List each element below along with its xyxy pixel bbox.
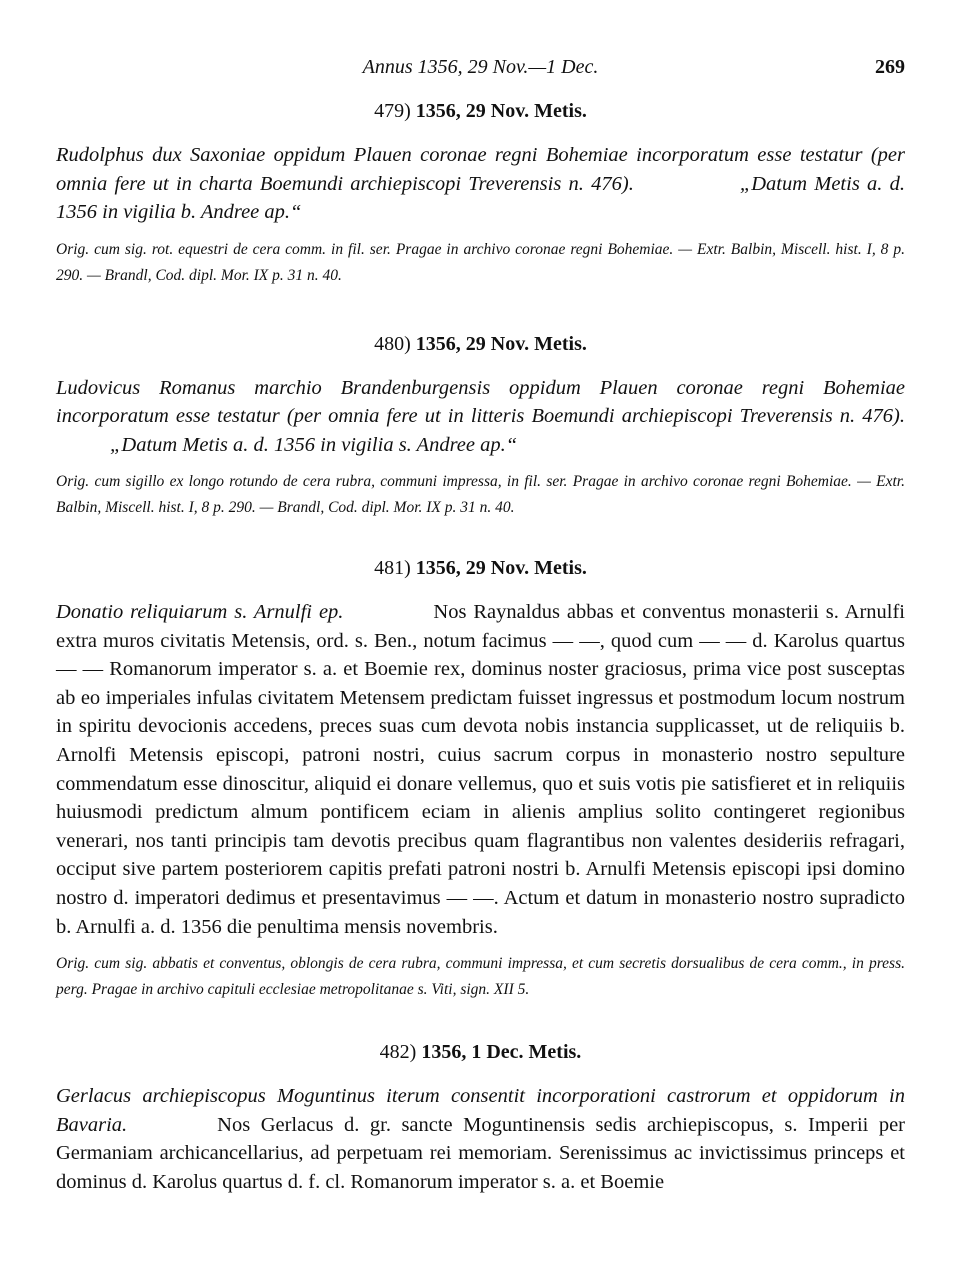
entry-number: 480) xyxy=(374,332,411,355)
entry-place: Metis. xyxy=(534,100,587,122)
running-title: Annus 1356, 29 Nov.—1 Dec. xyxy=(362,56,599,78)
entry-heading xyxy=(56,333,905,356)
regest xyxy=(56,374,905,460)
document-page xyxy=(56,50,905,1197)
datum-clause: „Datum Metis a. d. 1356 in vigilia s. Andree ap.“ xyxy=(110,433,518,456)
entry-place: Metis. xyxy=(528,1041,582,1064)
apparatus-note: Orig. cum sig. rot. equestri de cera comm. in fil. ser. Pragae in archivo coronae regni Bohemiae. — Extr. Balbin, Miscell. hist. I, 8 p. 290. — Brandl, Cod. dipl. Mor. IX p. 31 n. 40. xyxy=(56,240,905,284)
page-number: 269 xyxy=(875,56,905,78)
entry-heading xyxy=(56,100,905,123)
entry-heading xyxy=(56,1041,905,1064)
charter-text xyxy=(56,1082,905,1196)
regest-text: Rudolphus dux Saxoniae oppidum Plauen coronae regni Bohemiae incorporatum esse testatur (per omnia fere ut in charta Boemundi archiepiscopi Treverensis n. 476). xyxy=(56,144,905,195)
entry-481 xyxy=(56,557,905,1003)
entry-482 xyxy=(56,1041,905,1196)
incipit: Gerlacus archiepiscopus Moguntinus iterum consentit incorporationi castrorum et oppidorum in Bavaria. xyxy=(56,1085,905,1136)
charter-body: Nos Raynaldus abbas et conventus monasterii s. Arnulfi extra muros civitatis Metensis, ord. s. Ben., notum facimus — —, quod cum — — d. Karolus quartus — — Romanorum imperator s. a. et Boemie rex, dominus noster graciosus, prima vice post susceptas ab eo imperiales infulas civitatem Metensem predictam fuisset ingressus et postmodum locum nostrum in spiritu devocionis accedens, preces suas cum devota nobis instancia supplicasset, ut de reliquiis b. Arnolfi Metensis episcopi, patroni nostri, cuius sacrum corpus in monasterio nostro sepulture commendatum esse dinoscitur, aliquid ei donare vellemus, quo et suis votis pie satisfieret et in reliquiis huiusmodi predictum almum pontificem eciam in alienis amplius solito contingeret regionibus venerari, nos tanti principis tam devotis precibus quam flagrantibus non valentes desideriis refragari, occiput sive partem posteriorem capitis prefati patroni nostri b. Arnulfi Metensis episcopi ipsi domino nostro d. imperatori dedimus et presentavimus — —. Actum et datum in monasterio nostro supradicto b. Arnulfi a. d. 1356 die penultima mensis novembris. xyxy=(56,601,905,938)
entry-479 xyxy=(56,100,905,289)
entry-number: 481) xyxy=(374,557,411,579)
incipit: Donatio reliquiarum s. Arnulfi ep. xyxy=(56,601,344,623)
apparatus-note: Orig. cum sig. abbatis et conventus, oblongis de cera rubra, communi impressa, et cum secretis dorsualibus de cera comm., in press. perg. Pragae in archivo capituli ecclesiae metropolitanae s. Viti, sign. XII 5. xyxy=(56,955,905,999)
regest-text: Ludovicus Romanus marchio Brandenburgensis oppidum Plauen coronae regni Bohemiae incorporatum esse testatur (per omnia fere ut in litteris Boemundi archiepiscopi Treverensis n. 476). xyxy=(56,376,905,427)
entry-date: 1356, 1 Dec. xyxy=(421,1041,524,1064)
charter-text xyxy=(56,598,905,941)
entry-number: 479) xyxy=(374,100,411,122)
entry-place: Metis. xyxy=(534,557,587,579)
apparatus-note: Orig. cum sigillo ex longo rotundo de cera rubra, communi impressa, in fil. ser. Pragae in archivo coronae regni Bohemiae. — Extr. Balbin, Miscell. hist. I, 8 p. 290. — Brandl, Cod. dipl. Mor. IX p. 31 n. 40. xyxy=(56,473,905,516)
entry-480 xyxy=(56,333,905,522)
datum-clause: „Datum Metis a. d. 1356 in vigilia b. Andree ap.“ xyxy=(56,172,906,223)
entry-place: Metis. xyxy=(534,332,587,355)
entry-date: 1356, 29 Nov. xyxy=(415,332,530,355)
running-head xyxy=(56,50,905,88)
charter-body: Nos Gerlacus d. gr. sancte Moguntinensis sedis archiepiscopus, s. Imperii per Germaniam archicancellarius, ad perpetuam rei memoriam. Serenissimus ac invictissimus princeps et dominus d. Karolus quartus d. f. cl. Romanorum imperator s. a. et Boemie xyxy=(56,1113,905,1193)
entry-heading xyxy=(56,557,905,580)
entry-number: 482) xyxy=(379,1041,417,1064)
entry-date: 1356, 29 Nov. xyxy=(415,557,530,579)
regest xyxy=(56,141,905,227)
entry-date: 1356, 29 Nov. xyxy=(415,100,530,122)
